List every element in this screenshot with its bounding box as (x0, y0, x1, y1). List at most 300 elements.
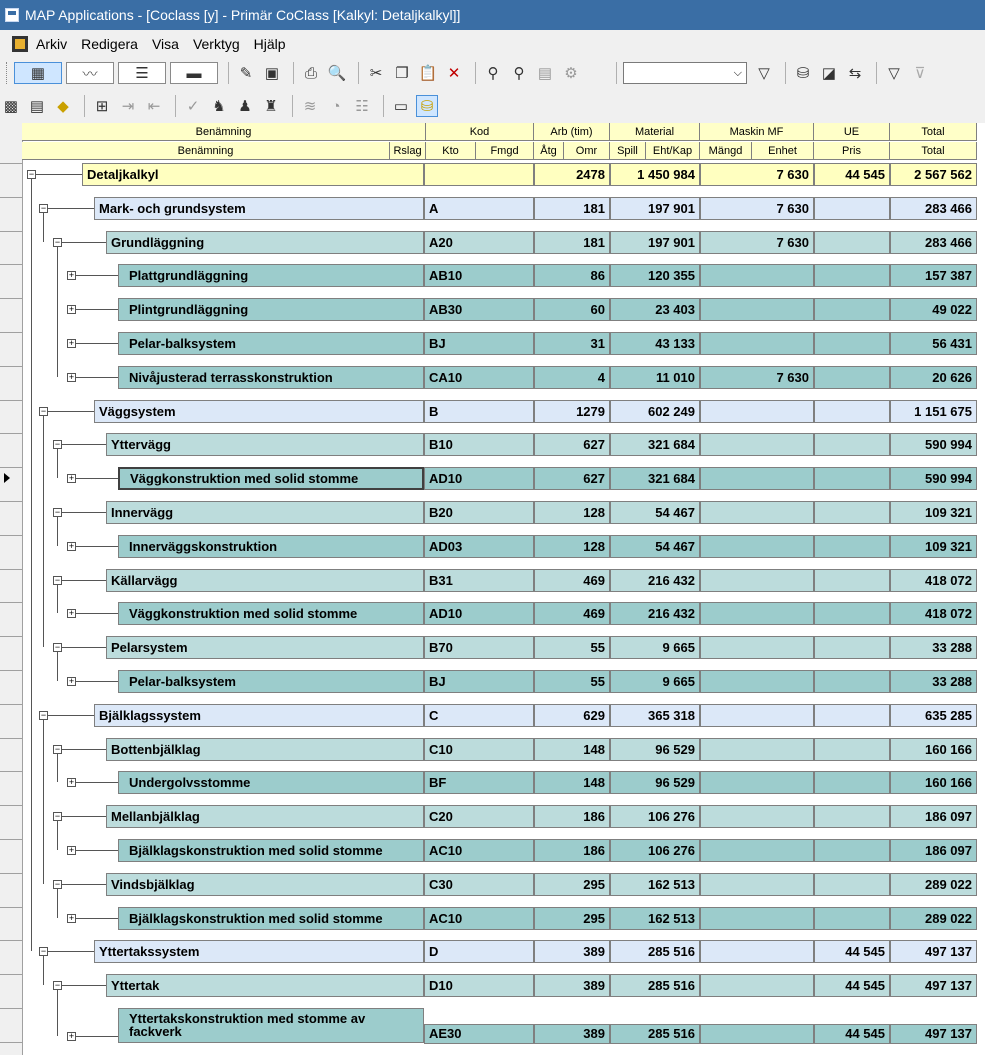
material-cell[interactable]: 321 684 (610, 467, 700, 490)
maskin-cell[interactable] (700, 974, 814, 997)
row-header-cell[interactable] (0, 162, 22, 164)
ue-cell[interactable] (814, 501, 890, 524)
row-header-cell[interactable] (0, 838, 22, 840)
material-cell[interactable]: 365 318 (610, 704, 700, 727)
menu-visa[interactable]: Visa (151, 36, 179, 52)
material-cell[interactable]: 1 450 984 (610, 163, 700, 186)
expand-toggle-icon[interactable]: + (68, 777, 75, 788)
row-header-cell[interactable] (0, 804, 22, 806)
kod-cell[interactable]: B10 (424, 433, 534, 456)
expand-toggle-icon[interactable]: + (68, 304, 75, 315)
filter-icon[interactable]: ▽ (758, 65, 770, 82)
dice-icon[interactable]: ◆ (57, 98, 69, 115)
ue-cell[interactable] (814, 332, 890, 355)
arb-cell[interactable]: 389 (534, 974, 610, 997)
row-header-cell[interactable] (0, 973, 22, 975)
maskin-cell[interactable] (700, 704, 814, 727)
kod-cell[interactable]: B20 (424, 501, 534, 524)
total-cell[interactable]: 289 022 (890, 907, 977, 930)
total-cell[interactable]: 186 097 (890, 839, 977, 862)
expand-toggle-icon[interactable]: + (68, 371, 75, 382)
database-view-icon[interactable]: ⛁ (416, 95, 438, 117)
total-cell[interactable]: 33 288 (890, 636, 977, 659)
ue-cell[interactable] (814, 467, 890, 490)
maskin-cell[interactable] (700, 433, 814, 456)
header-arb-group[interactable]: Arb (tim) (534, 123, 610, 141)
paste-icon[interactable]: 📋 (418, 65, 438, 82)
maskin-cell[interactable] (700, 501, 814, 524)
ue-cell[interactable]: 44 545 (814, 1024, 890, 1044)
total-cell[interactable]: 418 072 (890, 569, 977, 592)
material-cell[interactable]: 216 432 (610, 569, 700, 592)
material-cell[interactable]: 197 901 (610, 231, 700, 254)
maskin-cell[interactable] (700, 636, 814, 659)
menu-arkiv[interactable]: Arkiv (36, 36, 68, 52)
row-header-cell[interactable] (0, 331, 22, 333)
collapse-toggle-icon[interactable]: − (54, 574, 61, 585)
maskin-cell[interactable] (700, 670, 814, 693)
row-header-cell[interactable] (0, 297, 22, 299)
row-header-cell[interactable] (0, 635, 22, 637)
kod-cell[interactable]: B31 (424, 569, 534, 592)
row-name-cell[interactable]: Bjälklagssystem (94, 704, 424, 727)
material-cell[interactable]: 285 516 (610, 1024, 700, 1044)
arb-cell[interactable]: 2478 (534, 163, 610, 186)
maskin-cell[interactable] (700, 771, 814, 794)
kod-cell[interactable]: BF (424, 771, 534, 794)
calc-book-icon[interactable]: ▤ (29, 98, 45, 115)
header-maskin-group[interactable]: Maskin MF (700, 123, 814, 141)
row-header-cell[interactable] (0, 466, 22, 468)
kod-cell[interactable]: C20 (424, 805, 534, 828)
row-name-cell[interactable]: Yttervägg (106, 433, 424, 456)
header-eht-kap[interactable]: Eht/Kap (646, 142, 700, 160)
header-omr[interactable]: Omr (564, 142, 610, 160)
row-name-cell[interactable]: Bjälklagskonstruktion med solid stomme (118, 839, 424, 862)
ue-cell[interactable]: 44 545 (814, 974, 890, 997)
material-cell[interactable]: 197 901 (610, 197, 700, 220)
maskin-cell[interactable] (700, 298, 814, 321)
material-cell[interactable]: 23 403 (610, 298, 700, 321)
row-name-cell[interactable]: Väggkonstruktion med solid stomme (118, 602, 424, 625)
menu-hjalp[interactable]: Hjälp (253, 36, 286, 52)
total-cell[interactable]: 418 072 (890, 602, 977, 625)
material-cell[interactable]: 285 516 (610, 940, 700, 963)
print-preview-icon[interactable]: 🔍 (327, 65, 347, 82)
expand-toggle-icon[interactable]: + (68, 338, 75, 348)
ue-cell[interactable] (814, 839, 890, 862)
arb-cell[interactable]: 469 (534, 602, 610, 625)
indent-icon[interactable]: ⇥ (121, 98, 135, 115)
material-cell[interactable]: 162 513 (610, 873, 700, 896)
arb-cell[interactable]: 627 (534, 467, 610, 490)
maskin-cell[interactable] (700, 839, 814, 862)
ue-cell[interactable] (814, 569, 890, 592)
row-name-cell[interactable]: Plintgrundläggning (118, 298, 424, 321)
collapse-toggle-icon[interactable]: − (54, 743, 61, 754)
delete-icon[interactable]: ✕ (447, 65, 461, 82)
maskin-cell[interactable] (700, 940, 814, 963)
material-cell[interactable]: 54 467 (610, 535, 700, 558)
copy-icon[interactable]: ❐ (395, 65, 409, 82)
outdent-icon[interactable]: ⇤ (147, 98, 161, 115)
arb-cell[interactable]: 1279 (534, 400, 610, 423)
row-name-cell[interactable]: Yttertakssystem (94, 940, 424, 963)
total-cell[interactable]: 186 097 (890, 805, 977, 828)
material-cell[interactable]: 106 276 (610, 839, 700, 862)
kod-cell[interactable]: AE30 (424, 1024, 534, 1044)
arb-cell[interactable]: 4 (534, 366, 610, 389)
ue-cell[interactable] (814, 738, 890, 761)
ue-cell[interactable] (814, 907, 890, 930)
filter-clear-icon[interactable]: ⊽ (914, 65, 926, 82)
collapse-toggle-icon[interactable]: − (40, 405, 47, 416)
clock-icon[interactable]: ◔ (331, 97, 341, 115)
maskin-cell[interactable]: 7 630 (700, 366, 814, 389)
check-icon[interactable]: ✓ (186, 98, 200, 115)
row-header-cell[interactable] (0, 534, 22, 536)
kod-cell[interactable]: B70 (424, 636, 534, 659)
resource-icon[interactable]: ♞ (212, 98, 226, 115)
maskin-cell[interactable]: 7 630 (700, 197, 814, 220)
ue-cell[interactable] (814, 704, 890, 727)
ue-cell[interactable] (814, 298, 890, 321)
tools-icon[interactable]: ✎ (239, 65, 253, 82)
row-name-cell[interactable]: Undergolvsstomme (118, 771, 424, 794)
arb-cell[interactable]: 186 (534, 839, 610, 862)
header-mangd[interactable]: Mängd (700, 142, 752, 160)
maskin-cell[interactable] (700, 535, 814, 558)
collapse-toggle-icon[interactable]: − (28, 169, 35, 179)
kod-cell[interactable]: A20 (424, 231, 534, 254)
total-cell[interactable]: 160 166 (890, 771, 977, 794)
kod-cell[interactable]: B (424, 400, 534, 423)
ue-cell[interactable] (814, 670, 890, 693)
material-cell[interactable]: 43 133 (610, 332, 700, 355)
header-benamning[interactable]: Benämning (22, 142, 390, 160)
maskin-cell[interactable] (700, 264, 814, 287)
total-cell[interactable]: 109 321 (890, 535, 977, 558)
row-header-cell[interactable] (0, 230, 22, 232)
mdi-document-icon[interactable]: ▩ (3, 98, 19, 115)
arb-cell[interactable]: 295 (534, 907, 610, 930)
ue-cell[interactable] (814, 231, 890, 254)
material-cell[interactable]: 162 513 (610, 907, 700, 930)
arb-cell[interactable]: 181 (534, 231, 610, 254)
expand-toggle-icon[interactable]: + (68, 473, 75, 484)
maskin-cell[interactable] (700, 467, 814, 490)
kod-cell[interactable]: AC10 (424, 907, 534, 930)
arb-cell[interactable]: 86 (534, 264, 610, 287)
kod-cell[interactable]: AD03 (424, 535, 534, 558)
ue-cell[interactable] (814, 264, 890, 287)
kod-cell[interactable]: AD10 (424, 467, 534, 490)
total-cell[interactable]: 283 466 (890, 231, 977, 254)
material-cell[interactable]: 602 249 (610, 400, 700, 423)
material-cell[interactable]: 216 432 (610, 602, 700, 625)
expand-toggle-icon[interactable]: + (68, 912, 75, 923)
maskin-cell[interactable]: 7 630 (700, 231, 814, 254)
material-cell[interactable]: 285 516 (610, 974, 700, 997)
header-total-group[interactable]: Total (890, 123, 977, 141)
row-header-cell[interactable] (0, 737, 22, 739)
header-fmgd[interactable]: Fmgd (476, 142, 534, 160)
view-calc-icon[interactable]: ▦ (14, 62, 62, 84)
arb-cell[interactable]: 627 (534, 433, 610, 456)
row-name-cell[interactable]: Innervägg (106, 501, 424, 524)
row-name-cell[interactable]: Plattgrundläggning (118, 264, 424, 287)
arb-cell[interactable]: 128 (534, 501, 610, 524)
collapse-toggle-icon[interactable]: − (40, 202, 47, 213)
collapse-toggle-icon[interactable]: − (54, 236, 61, 247)
header-material-group[interactable]: Material (610, 123, 700, 141)
row-header-cell[interactable] (0, 500, 22, 502)
export-icon[interactable]: ▤ (537, 65, 553, 82)
ue-cell[interactable] (814, 805, 890, 828)
arb-cell[interactable]: 389 (534, 940, 610, 963)
chevron-down-icon[interactable]: ⌵ (733, 66, 742, 79)
arb-cell[interactable]: 128 (534, 535, 610, 558)
row-header-cell[interactable] (0, 939, 22, 941)
arb-cell[interactable]: 389 (534, 1024, 610, 1044)
material-cell[interactable]: 321 684 (610, 433, 700, 456)
row-name-cell[interactable]: Pelarsystem (106, 636, 424, 659)
mdi-document-icon[interactable] (12, 36, 28, 52)
total-cell[interactable]: 590 994 (890, 467, 977, 490)
level-icon[interactable]: ≋ (303, 98, 317, 115)
row-name-cell[interactable]: Mark- och grundsystem (94, 197, 424, 220)
ue-cell[interactable] (814, 433, 890, 456)
row-header-cell[interactable] (0, 1041, 22, 1043)
row-name-cell[interactable]: Pelar-balksystem (118, 670, 424, 693)
arb-cell[interactable]: 148 (534, 771, 610, 794)
row-header-cell[interactable] (0, 432, 22, 434)
total-cell[interactable]: 49 022 (890, 298, 977, 321)
collapse-toggle-icon[interactable]: − (54, 507, 61, 517)
header-pris[interactable]: Pris (814, 142, 890, 160)
arb-cell[interactable]: 55 (534, 636, 610, 659)
row-name-cell[interactable]: Vindsbjälklag (106, 873, 424, 896)
filter-combo[interactable] (623, 62, 747, 84)
arb-cell[interactable]: 186 (534, 805, 610, 828)
collapse-toggle-icon[interactable]: − (54, 439, 61, 450)
row-name-cell[interactable]: Bottenbjälklag (106, 738, 424, 761)
header-spill[interactable]: Spill (610, 142, 646, 160)
row-name-cell[interactable]: Mellanbjälklag (106, 805, 424, 828)
total-cell[interactable]: 109 321 (890, 501, 977, 524)
arb-cell[interactable]: 148 (534, 738, 610, 761)
expand-toggle-icon[interactable]: + (68, 540, 75, 551)
material-cell[interactable]: 120 355 (610, 264, 700, 287)
kod-cell[interactable]: D10 (424, 974, 534, 997)
color-icon[interactable]: ◪ (821, 65, 837, 82)
row-header-cell[interactable] (0, 872, 22, 874)
maskin-cell[interactable]: 7 630 (700, 163, 814, 186)
total-cell[interactable]: 20 626 (890, 366, 977, 389)
row-header-cell[interactable] (0, 601, 22, 603)
toolbar-grip[interactable] (6, 62, 10, 84)
row-name-cell[interactable]: Yttertakskonstruktion med stomme av fackverk (118, 1008, 424, 1043)
total-cell[interactable]: 283 466 (890, 197, 977, 220)
header-kod-group[interactable]: Kod (426, 123, 534, 141)
row-header-cell[interactable] (0, 568, 22, 570)
total-cell[interactable]: 2 567 562 (890, 163, 977, 186)
collapse-toggle-icon[interactable]: − (40, 946, 47, 957)
cut-icon[interactable]: ✂ (369, 65, 383, 82)
kod-cell[interactable]: AB10 (424, 264, 534, 287)
arb-cell[interactable]: 31 (534, 332, 610, 355)
expand-toggle-icon[interactable]: + (68, 1031, 75, 1041)
ue-cell[interactable] (814, 771, 890, 794)
header-kto[interactable]: Kto (426, 142, 476, 160)
collapse-toggle-icon[interactable]: − (54, 878, 61, 889)
transfer-icon[interactable]: ⇆ (848, 65, 862, 82)
total-cell[interactable]: 497 137 (890, 940, 977, 963)
maskin-cell[interactable] (700, 332, 814, 355)
header-ue-group[interactable]: UE (814, 123, 890, 141)
kod-cell[interactable]: CA10 (424, 366, 534, 389)
maskin-cell[interactable] (700, 907, 814, 930)
expand-toggle-icon[interactable]: + (68, 270, 75, 281)
insert-row-icon[interactable]: ⊞ (95, 98, 109, 115)
kod-cell[interactable]: C30 (424, 873, 534, 896)
ue-cell[interactable] (814, 873, 890, 896)
arb-cell[interactable]: 629 (534, 704, 610, 727)
row-name-cell[interactable]: Yttertak (106, 974, 424, 997)
material-cell[interactable]: 106 276 (610, 805, 700, 828)
total-cell[interactable]: 33 288 (890, 670, 977, 693)
total-cell[interactable]: 497 137 (890, 1024, 977, 1044)
window-icon[interactable]: ▭ (393, 98, 409, 115)
total-cell[interactable]: 497 137 (890, 974, 977, 997)
menu-redigera[interactable]: Redigera (81, 36, 138, 52)
row-name-cell[interactable]: Väggkonstruktion med solid stomme (118, 467, 424, 490)
kod-cell[interactable]: AD10 (424, 602, 534, 625)
arb-cell[interactable]: 295 (534, 873, 610, 896)
view-list-icon[interactable]: ☰ (118, 62, 166, 84)
row-header-cell[interactable] (0, 196, 22, 198)
find-icon[interactable]: ⚲ (487, 65, 499, 82)
collapse-toggle-icon[interactable]: − (40, 709, 47, 720)
maskin-cell[interactable] (700, 400, 814, 423)
ue-cell[interactable]: 44 545 (814, 940, 890, 963)
expand-toggle-icon[interactable]: + (68, 845, 75, 855)
kod-cell[interactable]: A (424, 197, 534, 220)
row-name-cell[interactable]: Källarvägg (106, 569, 424, 592)
material-cell[interactable]: 96 529 (610, 738, 700, 761)
row-name-cell[interactable]: Detaljkalkyl (82, 163, 424, 186)
arb-cell[interactable]: 181 (534, 197, 610, 220)
material-cell[interactable]: 54 467 (610, 501, 700, 524)
properties-icon[interactable]: ▣ (264, 65, 280, 82)
expand-toggle-icon[interactable]: + (68, 676, 75, 686)
material-cell[interactable]: 96 529 (610, 771, 700, 794)
maskin-cell[interactable] (700, 738, 814, 761)
kod-cell[interactable]: AC10 (424, 839, 534, 862)
maskin-cell[interactable] (700, 1024, 814, 1044)
row-name-cell[interactable]: Innerväggskonstruktion (118, 535, 424, 558)
row-header-cell[interactable] (0, 770, 22, 772)
total-cell[interactable]: 157 387 (890, 264, 977, 287)
total-cell[interactable]: 590 994 (890, 433, 977, 456)
ue-cell[interactable] (814, 400, 890, 423)
filter-apply-icon[interactable]: ▽ (888, 65, 900, 82)
crew-icon[interactable]: ♜ (264, 98, 278, 115)
expand-toggle-icon[interactable]: + (68, 608, 75, 619)
row-name-cell[interactable]: Bjälklagskonstruktion med solid stomme (118, 907, 424, 930)
ue-cell[interactable] (814, 197, 890, 220)
row-header-cell[interactable] (0, 263, 22, 265)
ue-cell[interactable] (814, 636, 890, 659)
kod-cell[interactable] (424, 163, 534, 186)
total-cell[interactable]: 160 166 (890, 738, 977, 761)
header-rslag[interactable]: Rslag (390, 142, 426, 160)
row-name-cell[interactable]: Pelar-balksystem (118, 332, 424, 355)
ue-cell[interactable]: 44 545 (814, 163, 890, 186)
view-chart-icon[interactable]: 〰 (66, 62, 114, 84)
total-cell[interactable]: 56 431 (890, 332, 977, 355)
arb-cell[interactable]: 469 (534, 569, 610, 592)
row-header-cell[interactable] (0, 906, 22, 908)
header-atg[interactable]: Åtg (534, 142, 564, 160)
total-cell[interactable]: 289 022 (890, 873, 977, 896)
row-name-cell[interactable]: Väggsystem (94, 400, 424, 423)
kod-cell[interactable]: AB30 (424, 298, 534, 321)
row-header-cell[interactable] (0, 1007, 22, 1009)
material-cell[interactable]: 11 010 (610, 366, 700, 389)
maskin-cell[interactable] (700, 569, 814, 592)
menu-verktyg[interactable]: Verktyg (192, 36, 240, 52)
row-header-cell[interactable] (0, 669, 22, 671)
worker-icon[interactable]: ♟ (238, 98, 252, 115)
header-enhet[interactable]: Enhet (752, 142, 814, 160)
find-replace-icon[interactable]: ⚲ (513, 65, 525, 82)
total-cell[interactable]: 1 151 675 (890, 400, 977, 423)
link-icon[interactable]: ⚙ (564, 65, 578, 82)
collapse-toggle-icon[interactable]: − (54, 811, 61, 822)
ue-cell[interactable] (814, 602, 890, 625)
maskin-cell[interactable] (700, 873, 814, 896)
header-total[interactable]: Total (890, 142, 977, 160)
total-cell[interactable]: 635 285 (890, 704, 977, 727)
kod-cell[interactable]: BJ (424, 332, 534, 355)
arb-cell[interactable]: 55 (534, 670, 610, 693)
material-cell[interactable]: 9 665 (610, 670, 700, 693)
arb-cell[interactable]: 60 (534, 298, 610, 321)
print-icon[interactable]: ⎙ (304, 64, 317, 82)
kod-cell[interactable]: D (424, 940, 534, 963)
kod-cell[interactable]: C (424, 704, 534, 727)
material-cell[interactable]: 9 665 (610, 636, 700, 659)
database-icon[interactable]: ⛁ (796, 65, 810, 82)
collapse-toggle-icon[interactable]: − (54, 980, 61, 991)
row-name-cell[interactable]: Grundläggning (106, 231, 424, 254)
kod-cell[interactable]: BJ (424, 670, 534, 693)
row-header-cell[interactable] (0, 703, 22, 705)
header-benamning-group[interactable]: Benämning (22, 123, 426, 141)
maskin-cell[interactable] (700, 805, 814, 828)
view-report-icon[interactable]: ▬ (170, 62, 218, 84)
ue-cell[interactable] (814, 535, 890, 558)
kod-cell[interactable]: C10 (424, 738, 534, 761)
row-header-cell[interactable] (0, 399, 22, 401)
maskin-cell[interactable] (700, 602, 814, 625)
tree-icon[interactable]: ☷ (355, 98, 369, 115)
collapse-toggle-icon[interactable]: − (54, 642, 61, 653)
row-header-cell[interactable] (0, 365, 22, 367)
ue-cell[interactable] (814, 366, 890, 389)
row-name-cell[interactable]: Nivåjusterad terrasskonstruktion (118, 366, 424, 389)
